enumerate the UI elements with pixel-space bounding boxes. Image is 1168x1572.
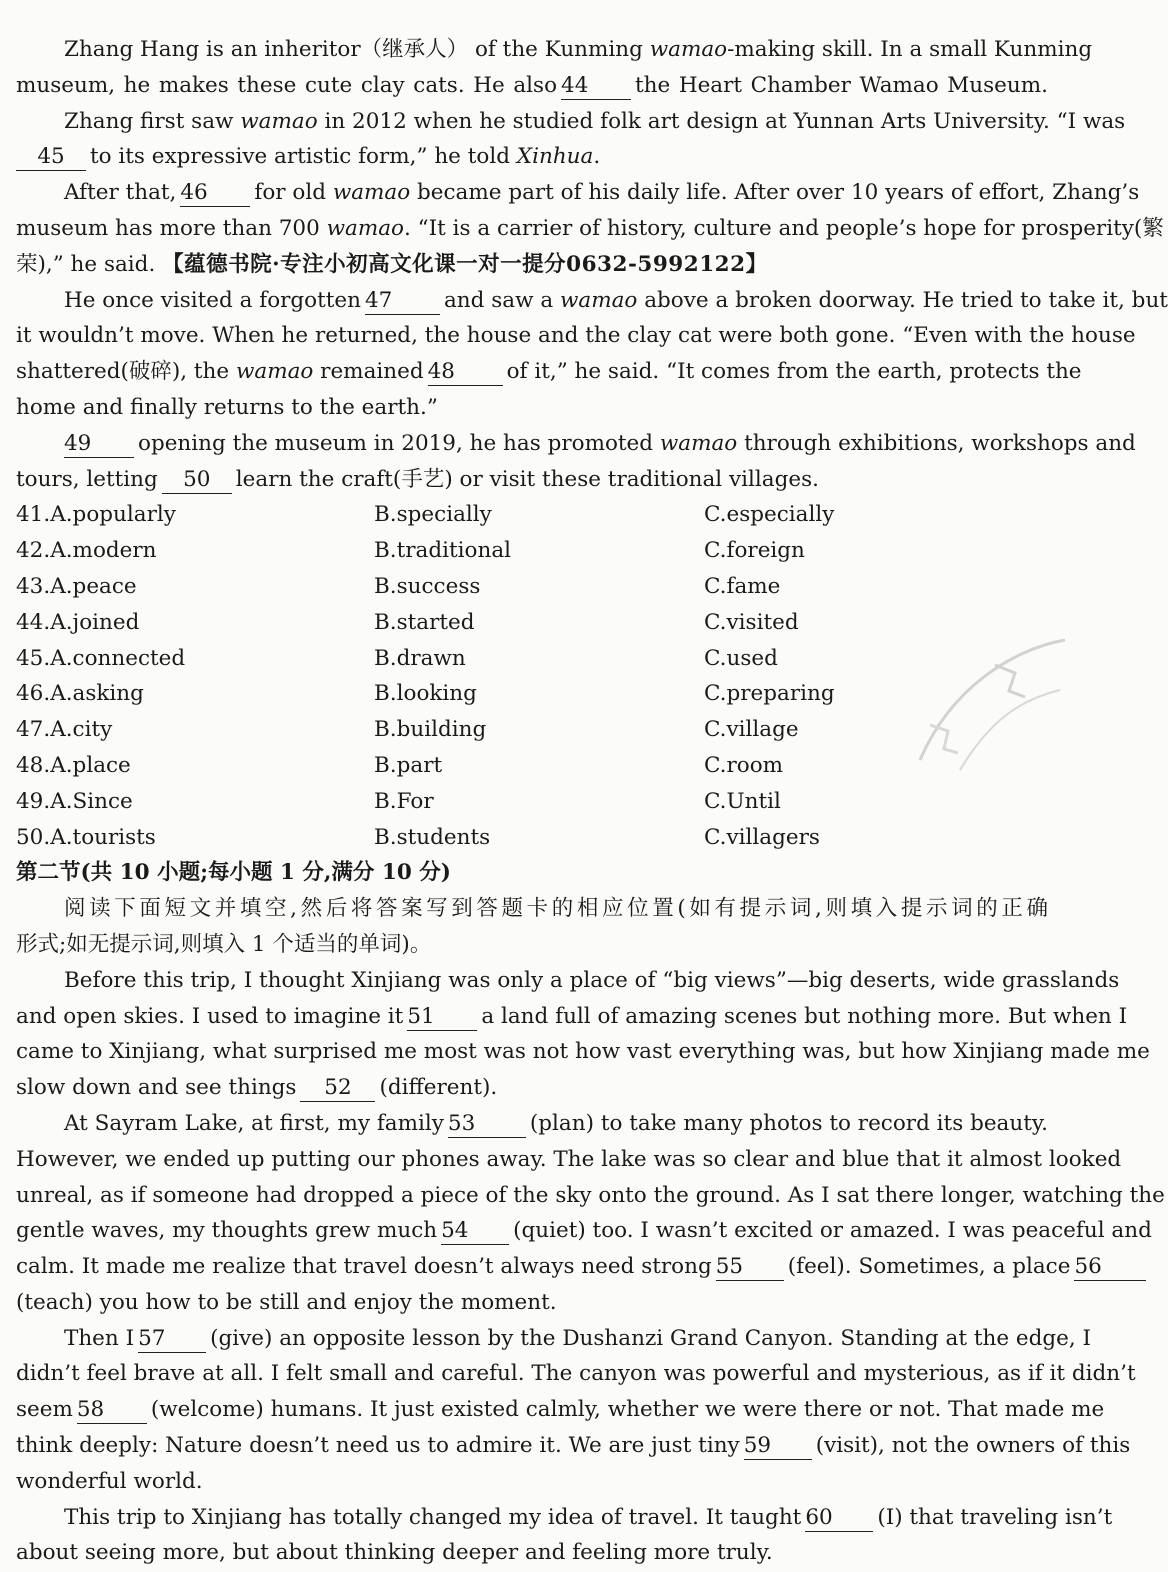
blank-56[interactable]: 56: [1074, 1254, 1146, 1281]
publisher-banner: 【蕴德书院·专注小初高文化课一对一提分0632-5992122】: [162, 251, 768, 277]
option-row: [16, 820, 1048, 856]
passage-line: unreal, as if someone had dropped a piece of the sky onto the ground. As I sat there longer, watching the: [16, 1182, 1165, 1208]
passage-line: calm. It made me realize that travel doesn’t always need strong 55 (feel). Sometimes, a place 56: [16, 1249, 1048, 1285]
passage-line: it wouldn’t move. When he returned, the house and the clay cat were both gone. “Even with the house: [16, 323, 1136, 349]
blank-57[interactable]: 57: [138, 1326, 206, 1353]
blank-44[interactable]: 44: [561, 73, 631, 100]
option-a[interactable]: 47.A.city: [16, 717, 113, 743]
option-a[interactable]: 42.A.modern: [16, 538, 157, 564]
blank-53[interactable]: 53: [448, 1111, 526, 1138]
passage-line: museum has more than 700 wamao. “It is a carrier of history, culture and people’s hope for prosperity(繁: [16, 215, 1164, 241]
section-instructions: 阅读下面短文并填空,然后将答案写到答题卡的相应位置(如有提示词,则填入提示词的正确: [64, 896, 1048, 922]
blank-46[interactable]: 46: [180, 180, 250, 207]
option-c[interactable]: C.villagers: [704, 824, 820, 850]
option-row: [16, 533, 1048, 569]
blank-45[interactable]: 45: [16, 144, 86, 171]
option-b[interactable]: B.part: [374, 752, 443, 778]
option-a[interactable]: 45.A.connected: [16, 645, 186, 671]
option-b[interactable]: B.For: [374, 788, 434, 814]
passage-line: This trip to Xinjiang has totally changed my idea of travel. It taught 60 (I) that traveling isn’t: [64, 1504, 1113, 1530]
options-list: [16, 497, 1048, 855]
option-c[interactable]: C.fame: [704, 573, 781, 599]
blank-50[interactable]: 50: [162, 467, 232, 494]
option-c[interactable]: C.village: [704, 717, 799, 743]
option-c[interactable]: C.Until: [704, 788, 781, 814]
option-a[interactable]: 50.A.tourists: [16, 824, 156, 850]
stamp-watermark: [900, 630, 1070, 780]
passage-line: At Sayram Lake, at first, my family 53 (plan) to take many photos to record its beauty.: [64, 1110, 1048, 1136]
passage-line: 荣),” he said. 【蕴德书院·专注小初高文化课一对一提分0632-5992122】: [16, 251, 768, 277]
option-a[interactable]: 41.A.popularly: [16, 502, 176, 528]
option-a[interactable]: 43.A.peace: [16, 573, 137, 599]
blank-54[interactable]: 54: [441, 1218, 509, 1245]
passage-line: Zhang first saw wamao in 2012 when he studied folk art design at Yunnan Arts University. “I was: [64, 108, 1126, 134]
passage-line: gentle waves, my thoughts grew much 54 (quiet) too. I wasn’t excited or amazed. I was peaceful and: [16, 1218, 1152, 1244]
option-b[interactable]: B.traditional: [374, 538, 512, 564]
option-c[interactable]: C.preparing: [704, 681, 835, 707]
passage-line: Then I 57 (give) an opposite lesson by the Dushanzi Grand Canyon. Standing at the edge, I: [64, 1325, 1092, 1351]
blank-49[interactable]: 49: [64, 431, 134, 458]
option-b[interactable]: B.specially: [374, 502, 492, 528]
option-row: [16, 605, 1048, 641]
option-row: [16, 497, 1048, 533]
option-a[interactable]: 49.A.Since: [16, 788, 133, 814]
blank-55[interactable]: 55: [716, 1254, 784, 1281]
option-row: [16, 676, 1048, 712]
blank-58[interactable]: 58: [77, 1397, 147, 1424]
passage-line: 49 opening the museum in 2019, he has promoted wamao through exhibitions, workshops and: [64, 430, 1136, 456]
section-heading: 第二节(共 10 小题;每小题 1 分,满分 10 分): [16, 860, 451, 886]
option-a[interactable]: 46.A.asking: [16, 681, 144, 707]
passage-line: about seeing more, but about thinking deeper and feeling more truly.: [16, 1540, 773, 1566]
blank-51[interactable]: 51: [407, 1004, 477, 1031]
option-row: [16, 784, 1048, 820]
passage-line: He once visited a forgotten 47 and saw a wamao above a broken doorway. He tried to take it, but: [64, 287, 1168, 313]
option-b[interactable]: B.students: [374, 824, 491, 850]
passage-line: Zhang Hang is an inheritor（继承人） of the Kunming wamao-making skill. In a small Kunming: [64, 37, 1093, 62]
option-c[interactable]: C.especially: [704, 502, 835, 528]
option-row: [16, 712, 1048, 748]
option-c[interactable]: C.used: [704, 645, 778, 671]
blank-48[interactable]: 48: [428, 359, 503, 386]
option-c[interactable]: C.foreign: [704, 538, 805, 564]
blank-60[interactable]: 60: [805, 1505, 873, 1532]
passage-line: After that, 46 for old wamao became part of his daily life. After over 10 years of effort, Zhang’s: [64, 180, 1140, 206]
option-row: [16, 748, 1048, 784]
option-b[interactable]: B.looking: [374, 681, 477, 707]
option-a[interactable]: 48.A.place: [16, 752, 131, 778]
passage-line: slow down and see things 52 (different).: [16, 1075, 498, 1101]
blank-59[interactable]: 59: [744, 1433, 812, 1460]
option-c[interactable]: C.visited: [704, 609, 799, 635]
option-b[interactable]: B.success: [374, 573, 481, 599]
option-b[interactable]: B.drawn: [374, 645, 466, 671]
passage-line: tours, letting 50 learn the craft(手艺) or visit these traditional villages.: [16, 466, 819, 492]
option-b[interactable]: B.started: [374, 609, 475, 635]
blank-52[interactable]: 52: [300, 1075, 375, 1102]
passage-line: home and finally returns to the earth.”: [16, 394, 438, 420]
blank-47[interactable]: 47: [365, 288, 440, 315]
option-row: [16, 569, 1048, 605]
passage-line: and open skies. I used to imagine it 51 a land full of amazing scenes but nothing more. But when I: [16, 1003, 1128, 1029]
option-b[interactable]: B.building: [374, 717, 487, 743]
passage-line: museum, he makes these cute clay cats. He also 44 the Heart Chamber Wamao Museum.: [16, 72, 1048, 98]
passage-line: came to Xinjiang, what surprised me most was not how vast everything was, but how Xinjiang made me: [16, 1039, 1150, 1065]
passage-line: shattered(破碎), the wamao remained 48 of it,” he said. “It comes from the earth, protects the: [16, 359, 1082, 385]
option-a[interactable]: 44.A.joined: [16, 609, 140, 635]
passage-line: However, we ended up putting our phones away. The lake was so clear and blue that it almost looked: [16, 1146, 1122, 1172]
option-row: [16, 641, 1048, 677]
section-instructions: 形式;如无提示词,则填入 1 个适当的单词)。: [16, 931, 432, 957]
passage-line: didn’t feel brave at all. I felt small and careful. The canyon was powerful and mysterious, as if it didn’t: [16, 1361, 1136, 1387]
option-c[interactable]: C.room: [704, 752, 784, 778]
passage-line: Before this trip, I thought Xinjiang was only a place of “big views”—big deserts, wide grasslands: [64, 967, 1120, 993]
passage-line: think deeply: Nature doesn’t need us to admire it. We are just tiny 59 (visit), not the owners of this: [16, 1433, 1131, 1459]
passage-line: seem 58 (welcome) humans. It just existed calmly, whether we were there or not. That made me: [16, 1397, 1105, 1423]
passage-line: 45 to its expressive artistic form,” he told Xinhua.: [16, 139, 1048, 175]
passage-line: (teach) you how to be still and enjoy the moment.: [16, 1289, 557, 1315]
passage-line: wonderful world.: [16, 1468, 203, 1494]
